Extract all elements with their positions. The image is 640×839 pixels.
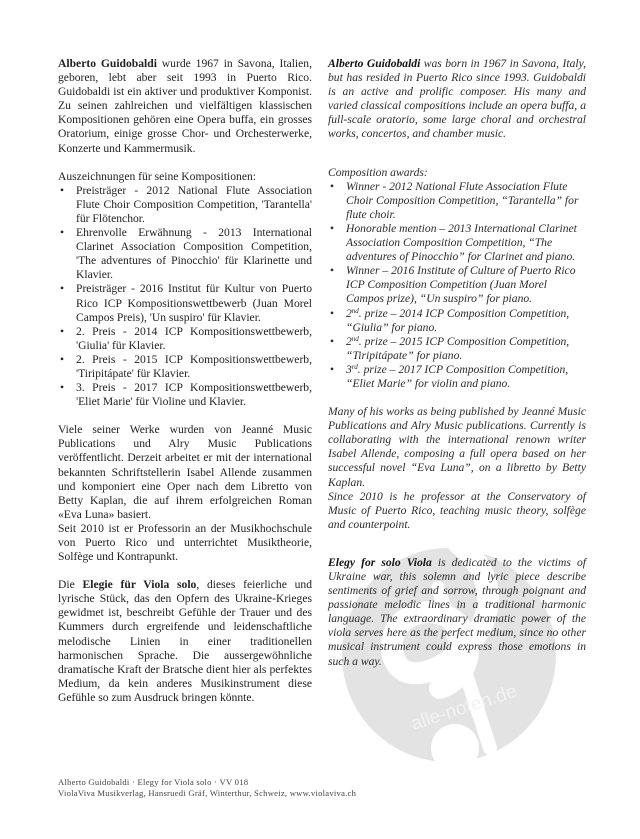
- award-item: • Preisträger - 2012 National Flute Association Flute Choir Composition Competition, 'Tarantella' für Flötenchor.: [60, 183, 312, 225]
- bullet-icon: •: [60, 352, 65, 366]
- bullet-icon: •: [330, 179, 335, 193]
- composer-name: Alberto Guidobaldi: [58, 57, 157, 70]
- piece-title-en: Elegy for solo Viola: [328, 555, 432, 569]
- bullet-icon: •: [330, 334, 335, 348]
- teaching-de: Seit 2010 ist er Professorin an der Musikhochschule von Puerto Rico und unterrichtet Musiktheorie, Solfège und Kontrapunkt.: [58, 521, 312, 564]
- bio-de: Alberto Guidobaldi wurde 1967 in Savona, Italien, geboren, lebt aber seit 1993 in Puerto Rico. Guidobaldi ist ein aktiver und produktiver Komponist. Zu seinen zahlreichen und vielfältigen klassischen Kompositionen gehören eine Opera buffa, ein grosses Oratorium, einige grosse Chor- und Orchesterwerke, Konzerte und Kammermusik.: [58, 57, 312, 155]
- awards-list-en: [328, 180, 586, 391]
- award-item: • Ehrenvolle Erwähnung - 2013 International Clarinet Association Composition Competition, 'The adventures of Pinocchio' für Klarinette und Klavier.: [60, 226, 312, 282]
- award-item: • 3. Preis - 2017 ICP Kompositionswettbewerb, 'Eliet Marie' für Violine und Klavier.: [60, 381, 312, 409]
- award-item: • 2. Preis - 2014 ICP Kompositionswettbewerb, 'Giulia' für Klavier.: [60, 324, 312, 352]
- composer-name: Alberto Guidobaldi: [328, 57, 421, 70]
- awards-heading-en: Composition awards:: [328, 165, 428, 179]
- piece-description-en: Elegy for solo Viola is dedicated to the victims of Ukraine war, this solemn and lyric piece describe sentiments of grief and sorrow, through poignant and passionate melodic lines in a traditional harmonic language. The extraordinary dramatic power of the viola serves here as the perfect medium, since no other musical instrument could express those emotions in such a way.: [328, 555, 586, 668]
- awards-list-de: [58, 184, 312, 410]
- piece-title-de: Elegie für Viola solo: [82, 578, 197, 592]
- bullet-icon: •: [60, 183, 65, 197]
- footer-publisher-info: ViolaViva Musikverlag, Hansruedi Gräf, Winterthur, Schweiz, www.violaviva.ch: [58, 788, 357, 798]
- watermark-text: alle-noten.de: [408, 680, 520, 735]
- english-column: [328, 57, 586, 669]
- teaching-en: Since 2010 is he professor at the Conservatory of Music of Puerto Rico, teaching music theory, solfège and counterpoint.: [328, 489, 586, 531]
- bio-en: Alberto Guidobaldi was born in 1967 in Savona, Italy, but has resided in Puerto Rico since 1993. Guidobaldi is an active and prolific composer. His many and varied classical compositions include an opera buffa, a full-scale oratorio, some large choral and orchestral works, concertos, and chamber music.: [328, 57, 586, 141]
- award-item: • Winner – 2016 Institute of Culture of Puerto Rico ICP Composition Competition (Juan Morel Campos prize), “Un suspiro” for piano.: [330, 264, 576, 306]
- bullet-icon: •: [60, 226, 65, 240]
- publications-en: Many of his works as being published by Jeanné Music Publications and Alry Music publications. Currently is collaborating with the international renown writer Isabel Allende, composing a full opera based on her successful novel “Eva Luna”, on a libretto by Betty Kaplan.: [328, 405, 586, 489]
- footer-work-info: Alberto Guidobaldi · Elegy for Viola solo · VV 018: [58, 777, 249, 787]
- bullet-icon: •: [330, 306, 335, 320]
- publications-de: Viele seiner Werke wurden von Jeanné Music Publications und Alry Music Publications veröffentlicht. Derzeit arbeitet er mit der international bekannten Schriftstellerin Isabel Allende zusammen und komponiert eine Oper nach dem Libretto von Betty Kaplan, die auf ihrem erfolgreichen Roman «Eva Luna» basiert.: [58, 423, 312, 521]
- award-item: • 2nd. prize – 2014 ICP Composition Competition, “Giulia” for piano.: [330, 306, 570, 334]
- bullet-icon: •: [60, 282, 65, 296]
- award-item: • Honorable mention – 2013 International Clarinet Association Composition Competition, “The adventures of Pinocchio” for Clarinet and piano.: [330, 221, 577, 264]
- award-item: • Winner - 2012 National Flute Association Flute Choir Composition Competition, “Tarantella” for flute choir.: [330, 179, 579, 221]
- bullet-icon: •: [60, 324, 65, 338]
- bullet-icon: •: [330, 362, 335, 376]
- bullet-icon: •: [330, 264, 335, 278]
- piece-description-de: Die Elegie für Viola solo, dieses feierliche und lyrische Stück, das den Opfern des Ukraine-Krieges gewidmet ist, beschreibt Gefühle der Trauer und des Kummers durch ergreifende und leidenschaftliche melodische Linien in einer traditionellen harmonischen Sprache. Die aussergewöhnliche dramatische Kraft der Bratsche dient hier als perfektes Medium, da kein anderes Musikinstrument diese Gefühle so zum Ausdruck bringen könnte.: [58, 578, 312, 704]
- german-column: [58, 57, 312, 705]
- award-item: • 2nd. prize – 2015 ICP Composition Competition, “Tiripitápate” for piano.: [330, 334, 570, 362]
- awards-heading-de: Auszeichnungen für seine Kompositionen:: [58, 169, 257, 183]
- award-item: • 2. Preis - 2015 ICP Kompositionswettbewerb, 'Tiripitápate' für Klavier.: [60, 352, 312, 380]
- bullet-icon: •: [60, 381, 65, 395]
- bullet-icon: •: [330, 221, 335, 235]
- award-item: • Preisträger - 2016 Institut für Kultur von Puerto Rico ICP Kompositionswettbewerb (Juan Morel Campos Preis), 'Un suspiro' für Klavier.: [60, 282, 312, 324]
- page-footer: [58, 777, 356, 799]
- award-item: • 3rd. prize – 2017 ICP Composition Competition, “Eliet Marie” for violin and piano.: [330, 362, 569, 390]
